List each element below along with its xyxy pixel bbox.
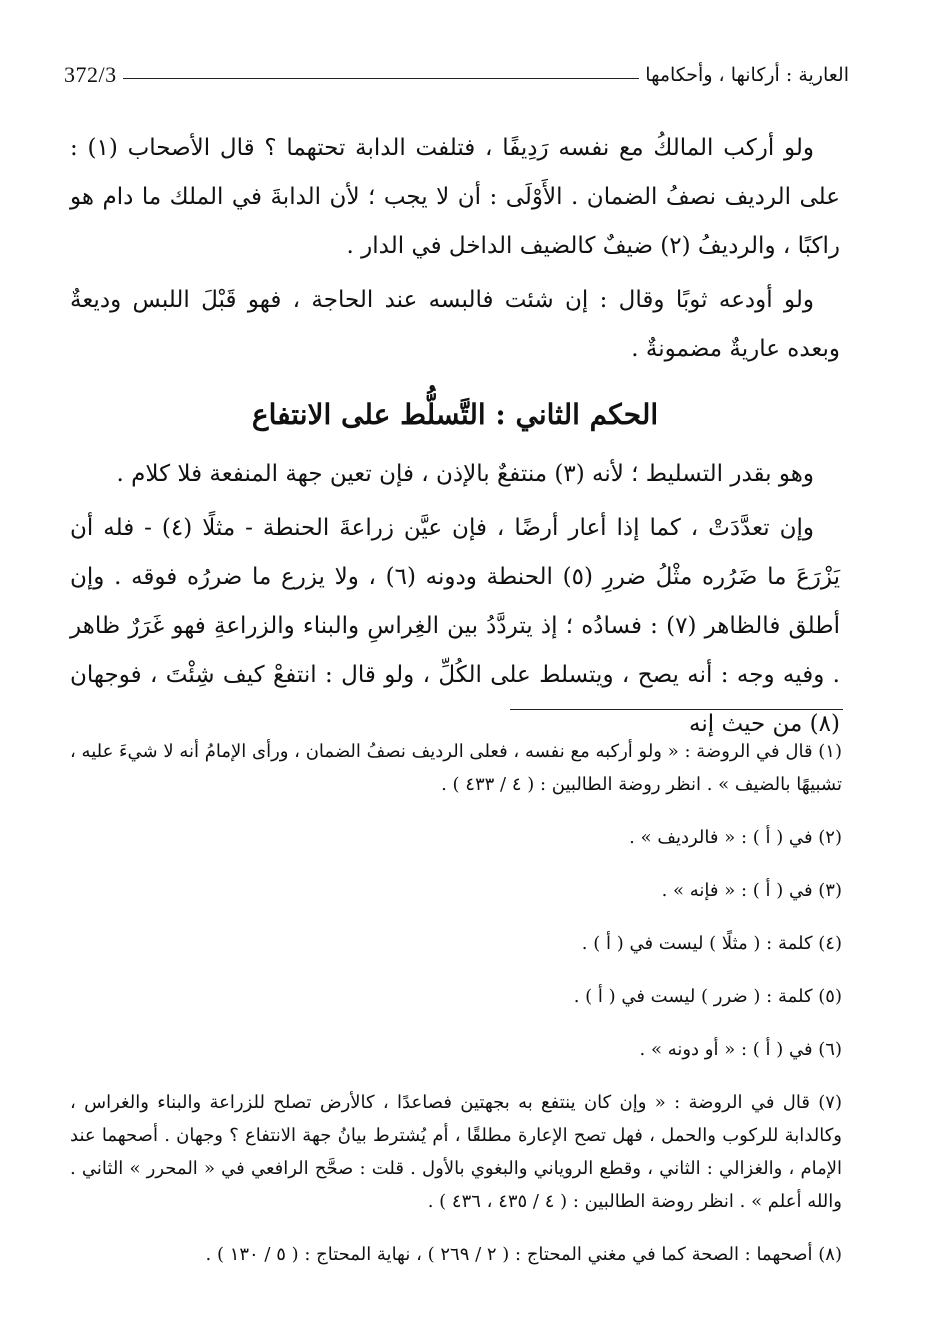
paragraph: ولو أودعه ثوبًا وقال : إن شئت فالبسه عند الحاجة ، فهو قَبْلَ اللبس وديعةٌ وبعده عاريةٌ مضمونةٌ .	[70, 287, 840, 362]
footnote: (٨) أصحهما : الصحة كما في مغني المحتاج : ( ٢ / ٢٦٩ ) ، نهاية المحتاج : ( ٥ / ١٣٠ ) .	[205, 1244, 842, 1265]
section-heading: الحكم الثاني : التَّسلُّط على الانتفاع	[251, 398, 659, 431]
footnote: (٧) قال في الروضة : « وإن كان ينتفع به بجهتين فصاعدًا ، كالأرض تصلح للزراعة والبناء والغراس ، وكالدابة للركوب والحمل ، فهل تصح الإعارة مطلقًا ، أم يُشترط بيانُ جهة الانتفاع ؟ وجهان . أصحهما عند الإمام ، والغزالي : الثاني ، وقطع الروياني والبغوي بالأول . قلت : صحَّح الرافعي في « المحرر » الثاني . والله أعلم » . انظر روضة الطالبين : ( ٤ / ٤٣٥ ، ٤٣٦ ) .	[70, 1092, 842, 1212]
running-header	[64, 58, 849, 92]
main-text	[70, 124, 840, 749]
footnote: (٣) في ( أ ) : « فإنه » .	[661, 880, 842, 901]
header-title: العارية : أركانها ، وأحكامها	[645, 64, 849, 86]
footnotes	[70, 735, 842, 1271]
page-number: 372/3	[64, 62, 117, 87]
paragraph: وهو بقدر التسليط ؛ لأنه (٣) منتفعٌ بالإذن ، فإن تعين جهة المنفعة فلا كلام .	[116, 461, 814, 487]
footnote: (٦) في ( أ ) : « أو دونه » .	[639, 1039, 842, 1060]
footnote: (١) قال في الروضة : « ولو أركبه مع نفسه ، فعلى الرديف نصفُ الضمان ، ورأى الإمامُ أنه لا شيءَ عليه ، تشبيهًا بالضيف » . انظر روضة الطالبين : ( ٤ / ٤٣٣ ) .	[70, 741, 842, 795]
paragraph: ولو أركب المالكُ مع نفسه رَدِيفًا ، فتلفت الدابة تحتهما ؟ قال الأصحاب (١) : على الرديف نصفُ الضمان . الأَوْلَى : أن لا يجب ؛ لأن الدابةَ في الملك ما دام هو راكبًا ، والرديفُ (٢) ضيفٌ كالضيف الداخل في الدار .	[70, 135, 840, 259]
footnote: (٢) في ( أ ) : « فالرديف » .	[629, 827, 842, 848]
footnote: (٤) كلمة : ( مثلًا ) ليست في ( أ ) .	[581, 933, 842, 954]
header-rule	[123, 78, 640, 79]
footnote: (٥) كلمة : ( ضرر ) ليست في ( أ ) .	[573, 986, 842, 1007]
footnote-separator	[510, 709, 843, 710]
paragraph: وإن تعدَّدَتْ ، كما إذا أعار أرضًا ، فإن عيَّن زراعةَ الحنطة - مثلًا (٤) - فله أن يَزْرَعَ ما ضَرُره مثْلُ ضررِ (٥) الحنطة ودونه (٦) ، ولا يزرع ما ضررُه فوقه . وإن أطلق فالظاهر (٧) : فسادُه ؛ إذ يتردَّدُ بين الغِراسِ والبناء والزراعةِ فهو غَرَرٌ ظاهر . وفيه وجه : أنه يصح ، ويتسلط على الكُلِّ ، ولو قال : انتفعْ كيف شِئْتَ ، فوجهان (٨) من حيث إنه	[70, 515, 841, 737]
